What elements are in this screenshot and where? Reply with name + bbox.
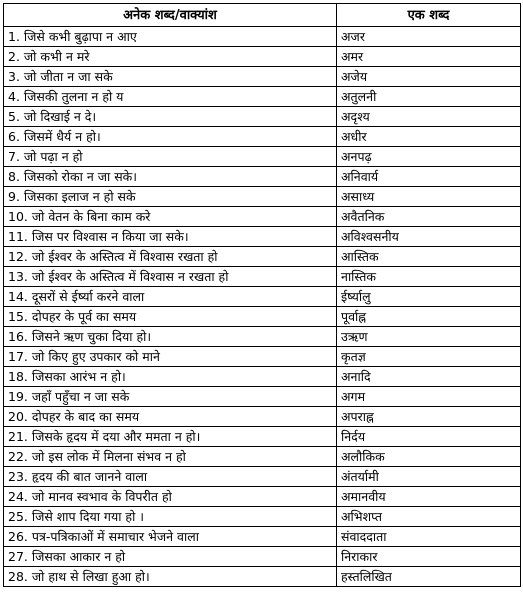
phrase-cell: 25. जिसे शाप दिया गया हो । [4, 507, 337, 527]
phrase-cell: 3. जो जीता न जा सके [4, 67, 337, 87]
table-row [4, 487, 521, 507]
table-row [4, 467, 521, 487]
table-row [4, 107, 521, 127]
table-row [4, 147, 521, 167]
one-word-cell: अभिशप्त [337, 507, 521, 527]
vocabulary-sheet [3, 3, 520, 590]
table-row [4, 47, 521, 67]
table-row [4, 547, 521, 567]
one-word-cell: निर्दय [337, 427, 521, 447]
table-row [4, 167, 521, 187]
one-word-cell: अपराह्न [337, 407, 521, 427]
phrase-cell: 24. जो मानव स्वभाव के विपरीत हो [4, 487, 337, 507]
table-row [4, 267, 521, 287]
phrase-cell: 19. जहाँ पहुँचा न जा सके [4, 387, 337, 407]
one-word-cell: अंतर्यामी [337, 467, 521, 487]
phrase-cell: 16. जिसने ऋण चुका दिया हो। [4, 327, 337, 347]
one-word-cell: अवैतनिक [337, 207, 521, 227]
phrase-cell: 12. जो ईश्वर के अस्तित्व में विश्वास रखता हो [4, 247, 337, 267]
phrase-cell: 23. हृदय की बात जानने वाला [4, 467, 337, 487]
phrase-cell: 27. जिसका आकार न हो [4, 547, 337, 567]
table-row [4, 567, 521, 587]
phrase-cell: 11. जिस पर विश्वास न किया जा सके। [4, 227, 337, 247]
table-row [4, 127, 521, 147]
table-row [4, 367, 521, 387]
table-row [4, 327, 521, 347]
one-word-cell: असाध्य [337, 187, 521, 207]
phrase-cell: 7. जो पढ़ा न हो [4, 147, 337, 167]
table-row [4, 247, 521, 267]
table-row [4, 307, 521, 327]
table-row [4, 447, 521, 467]
table-row [4, 387, 521, 407]
header-one-word: एक शब्द [337, 4, 521, 27]
phrase-cell: 8. जिसको रोका न जा सके। [4, 167, 337, 187]
table-row [4, 507, 521, 527]
one-word-cell: अविश्वसनीय [337, 227, 521, 247]
one-word-cell: अनपढ़ [337, 147, 521, 167]
table-row [4, 67, 521, 87]
phrase-cell: 15. दोपहर के पूर्व का समय [4, 307, 337, 327]
one-word-cell: ईर्ष्यालु [337, 287, 521, 307]
one-word-cell: अनादि [337, 367, 521, 387]
one-word-cell: कृतज्ञ [337, 347, 521, 367]
table-row [4, 287, 521, 307]
one-word-cell: अगम [337, 387, 521, 407]
one-word-cell: अजर [337, 27, 521, 47]
phrase-cell: 17. जो किए हुए उपकार को माने [4, 347, 337, 367]
table-row [4, 87, 521, 107]
table-row [4, 407, 521, 427]
phrase-cell: 1. जिसे कभी बुढ़ापा न आए [4, 27, 337, 47]
table-row [4, 187, 521, 207]
phrase-cell: 10. जो वेतन के बिना काम करे [4, 207, 337, 227]
table-row [4, 427, 521, 447]
table-row [4, 207, 521, 227]
phrase-cell: 26. पत्र-पत्रिकाओं में समाचार भेजने वाला [4, 527, 337, 547]
one-word-cell: अधीर [337, 127, 521, 147]
one-word-cell: निराकार [337, 547, 521, 567]
one-word-cell: नास्तिक [337, 267, 521, 287]
one-word-cell: आस्तिक [337, 247, 521, 267]
one-word-cell: अदृश्य [337, 107, 521, 127]
table-body [4, 27, 521, 587]
phrase-cell: 18. जिसका आरंभ न हो। [4, 367, 337, 387]
one-word-substitution-table [3, 3, 521, 587]
table-row [4, 227, 521, 247]
one-word-cell: अमर [337, 47, 521, 67]
one-word-cell: अमानवीय [337, 487, 521, 507]
phrase-cell: 22. जो इस लोक में मिलना संभव न हो [4, 447, 337, 467]
phrase-cell: 4. जिसकी तुलना न हो य [4, 87, 337, 107]
header-phrase: अनेक शब्द/वाक्यांश [4, 4, 337, 27]
table-row [4, 347, 521, 367]
phrase-cell: 9. जिसका इलाज न हो सके [4, 187, 337, 207]
one-word-cell: अजेय [337, 67, 521, 87]
header-row [4, 4, 521, 27]
phrase-cell: 21. जिसके हृदय में दया और ममता न हो। [4, 427, 337, 447]
phrase-cell: 2. जो कभी न मरे [4, 47, 337, 67]
phrase-cell: 13. जो ईश्वर के अस्तित्व में विश्वास न रखता हो [4, 267, 337, 287]
phrase-cell: 28. जो हाथ से लिखा हुआ हो। [4, 567, 337, 587]
one-word-cell: अलौकिक [337, 447, 521, 467]
table-row [4, 527, 521, 547]
table-row [4, 27, 521, 47]
phrase-cell: 5. जो दिखाई न दे। [4, 107, 337, 127]
phrase-cell: 20. दोपहर के बाद का समय [4, 407, 337, 427]
phrase-cell: 6. जिसमें धैर्य न हो। [4, 127, 337, 147]
one-word-cell: अनिवार्य [337, 167, 521, 187]
one-word-cell: उऋण [337, 327, 521, 347]
one-word-cell: संवाददाता [337, 527, 521, 547]
one-word-cell: हस्तलिखित [337, 567, 521, 587]
one-word-cell: पूर्वाह्न [337, 307, 521, 327]
phrase-cell: 14. दूसरों से ईर्ष्या करने वाला [4, 287, 337, 307]
one-word-cell: अतुलनी [337, 87, 521, 107]
